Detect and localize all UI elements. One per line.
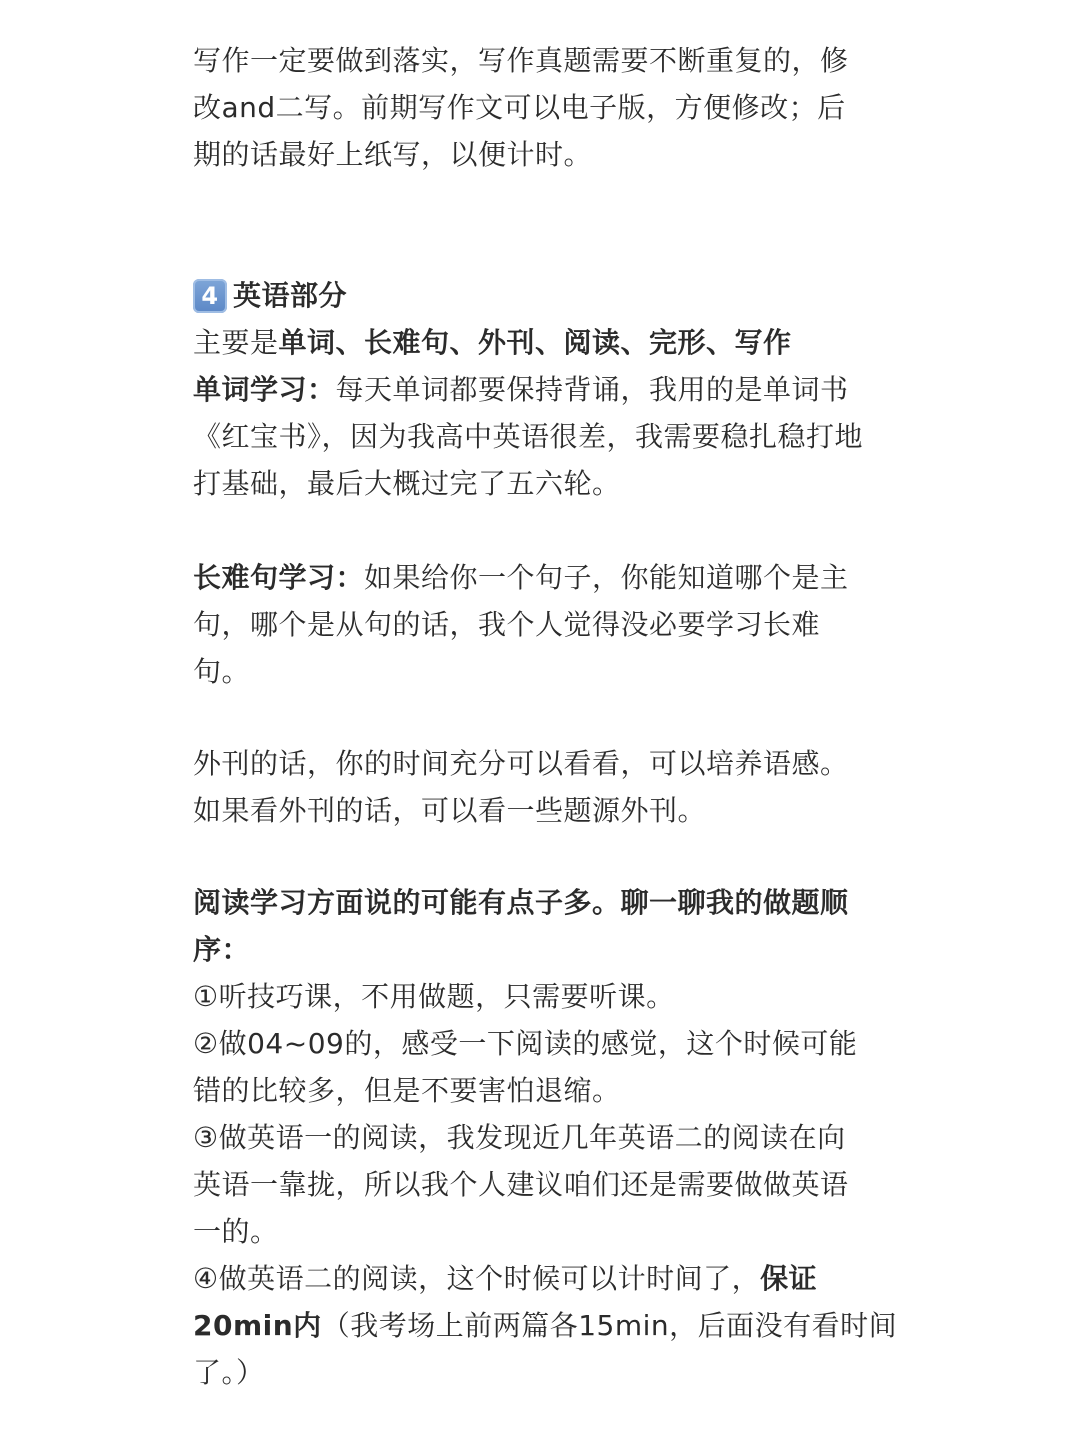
reading-step-2-line-2: 错的比较多，但是不要害怕退缩。 [193,1074,621,1107]
intro-line-1: 写作一定要做到落实，写作真题需要不断重复的，修 [193,44,849,77]
reading-step-4-time-limit: 20min内 [193,1309,322,1342]
intro-line-3: 期的话最好上纸写，以便计时。 [193,138,593,171]
reading-step-4-emphasis: 保证 [760,1262,818,1295]
section-title: 英语部分 [233,279,348,312]
reading-heading-line-1: 阅读学习方面说的可能有点子多。聊一聊我的做题顺 [193,886,849,919]
article-body [193,37,898,1396]
sentences-line-1-text: 如果给你一个句子，你能知道哪个是主 [364,561,849,594]
vocab-line-3: 打基础，最后大概过完了五六轮。 [193,467,621,500]
main-topics-prefix: 主要是 [193,326,279,359]
reading-step-4-line-2 [193,1302,898,1349]
main-topics-line [193,319,893,366]
vocab-line-2: 《红宝书》，因为我高中英语很差，我需要稳扎稳打地 [193,420,864,453]
vocab-label: 单词学习： [193,373,336,406]
reading-step-4-text: ④做英语二的阅读，这个时候可以计时间了， [193,1262,761,1295]
section-heading [193,272,893,319]
journals-line-2: 如果看外刊的话，可以看一些题源外刊。 [193,794,707,827]
sentences-label: 长难句学习： [193,561,365,594]
intro-line-2: 改and二写。前期写作文可以电子版，方便修改；后 [193,91,846,124]
sentences-line-2: 句，哪个是从句的话，我个人觉得没必要学习长难 [193,608,821,641]
reading-step-3-line-3: 一的。 [193,1215,279,1248]
reading-heading-line-2: 序： [193,933,251,966]
sentences-line-1 [193,554,893,601]
main-topics-items: 单词、长难句、外刊、阅读、完形、写作 [278,326,792,359]
reading-step-4-line-3: 了。） [193,1356,265,1389]
keycap-number-icon: 4 [193,279,227,313]
reading-step-3-line-2: 英语一靠拢，所以我个人建议咱们还是需要做做英语 [193,1168,849,1201]
reading-step-3-line-1: ③做英语一的阅读，我发现近几年英语二的阅读在向 [193,1121,846,1154]
sentences-line-3: 句。 [193,655,251,688]
reading-step-1: ①听技巧课，不用做题，只需要听课。 [193,980,675,1013]
vocab-line-1-text: 每天单词都要保持背诵，我用的是单词书 [335,373,849,406]
reading-step-4-line-1 [193,1255,893,1302]
vocab-line-1 [193,366,893,413]
journals-line-1: 外刊的话，你的时间充分可以看看，可以培养语感。 [193,747,849,780]
reading-step-2-line-1: ②做04~09的，感受一下阅读的感觉，这个时候可能 [193,1027,858,1060]
reading-step-4-note: （我考场上前两篇各15min，后面没有看时间 [321,1309,898,1342]
